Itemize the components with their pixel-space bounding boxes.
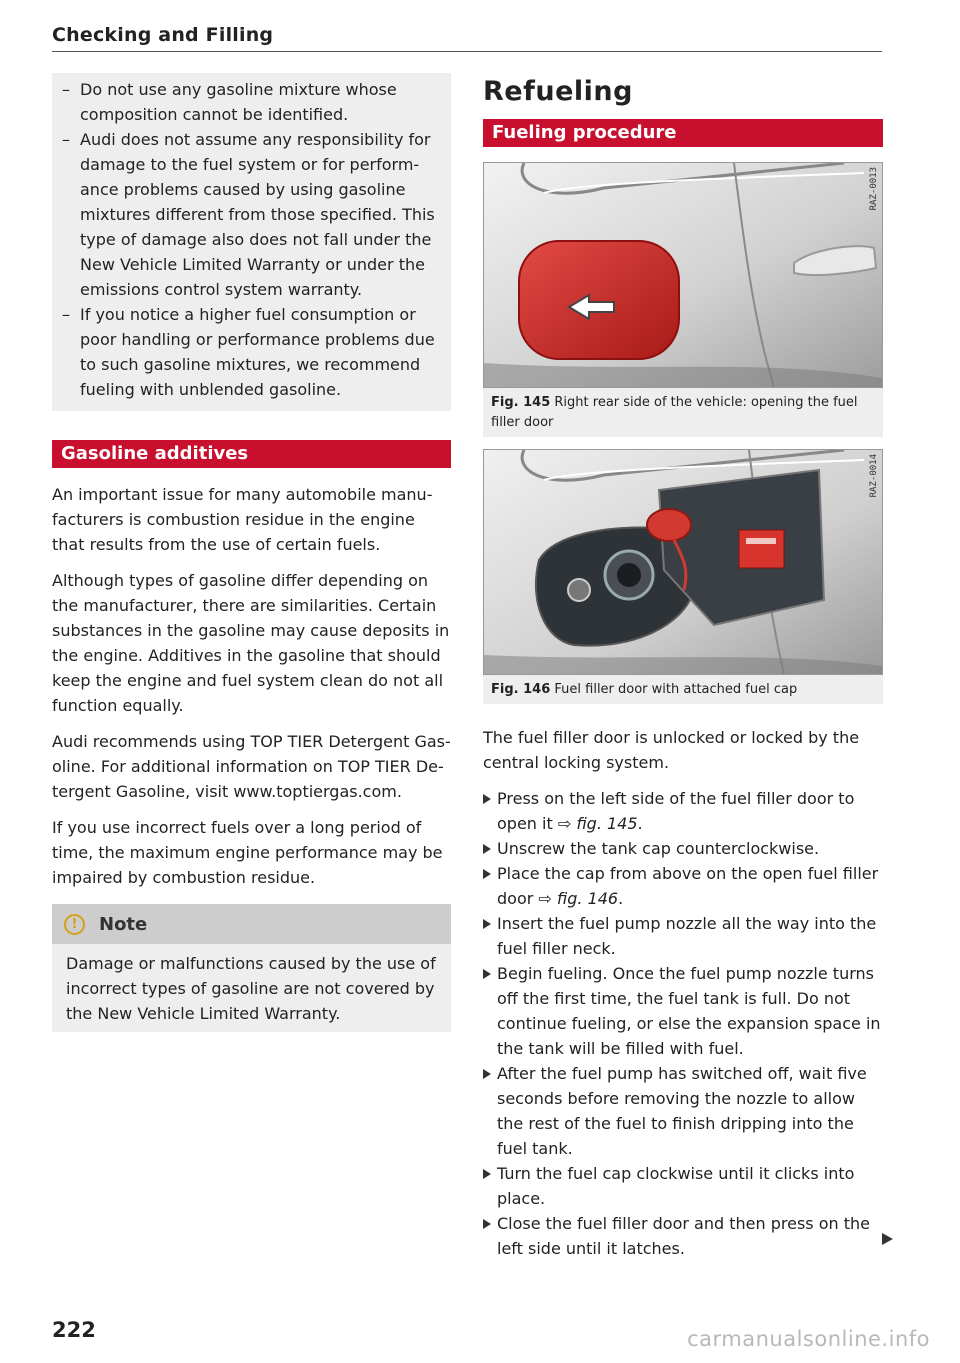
figure-reference: ⇨ fig. 146 <box>538 889 619 908</box>
left-column <box>52 73 451 1032</box>
step-text: Begin fueling. Once the fuel pump nozzle turns off the first time, the fuel tank is full. Do not continue fueling, or else the expansion space in the tank will be filled with fuel. <box>497 964 881 1058</box>
step-arrow-icon <box>483 794 491 804</box>
exclamation-icon: ! <box>64 914 85 935</box>
intro-paragraph: The fuel filler door is unlocked or locked by the central locking system. <box>483 728 860 772</box>
step-arrow-icon <box>483 1169 491 1179</box>
gasoline-mixture-warning-box <box>52 73 451 411</box>
paragraph: Although types of gasoline differ depending on the manufacturer, there are similarities. Certain substances in the gasoline may cause deposits in the engine. Additives in the gasoline that should keep the engine and fuel system clean do not all function equally. <box>52 571 450 715</box>
paragraph: Audi recommends using TOP TIER Detergent Gas- oline. For additional information on TOP TIER De- tergent Gasoline, visit www.toptiergas.com. <box>52 732 451 801</box>
step-text: After the fuel pump has switched off, wait five seconds before removing the nozzle to allow the rest of the fuel to finish dripping into the fuel tank. <box>497 1064 867 1158</box>
list-item-text: Audi does not assume any responsibility for damage to the fuel system or for perform- ance problems caused by using gasoline mixtures different from those specified. This type of damage also does not fall under the New Vehicle Limited Warranty or under the emissions control system warranty. <box>80 130 435 299</box>
figure-code: RAZ-0014 <box>869 454 879 498</box>
dash-bullet: – <box>62 130 70 149</box>
step-arrow-icon <box>483 1219 491 1229</box>
fuel-door-open-illustration <box>484 450 882 674</box>
list-item <box>62 302 437 402</box>
figure-code: RAZ-0013 <box>869 167 879 211</box>
page-heading-refueling: Refueling <box>483 76 633 107</box>
watermark-text: carmanualsonline.info <box>687 1327 930 1351</box>
figure-label: Fig. 145 <box>491 395 551 410</box>
step-arrow-icon <box>483 969 491 979</box>
step-arrow-icon <box>483 844 491 854</box>
list-item-text: Do not use any gasoline mixture whose composition cannot be identified. <box>80 80 397 124</box>
refueling-steps-list <box>483 786 883 1261</box>
fuel-door-closed-illustration <box>484 163 882 387</box>
step-arrow-icon <box>483 1069 491 1079</box>
step-item <box>483 1061 883 1161</box>
note-body: Damage or malfunctions caused by the use of incorrect types of gasoline are not covered by the New Vehicle Limited Warranty. <box>52 944 451 1032</box>
step-item <box>483 911 883 961</box>
step-tail: . <box>637 814 643 833</box>
header-divider <box>52 51 882 52</box>
figure-reference: ⇨ fig. 145 <box>557 814 638 833</box>
continue-arrow-icon <box>882 1233 893 1245</box>
step-text: Unscrew the tank cap counterclockwise. <box>497 839 820 858</box>
section-heading-fueling-procedure: Fueling procedure <box>483 119 883 147</box>
right-column <box>483 73 883 1261</box>
figure-145-caption <box>483 388 883 437</box>
paragraph: If you use incorrect fuels over a long period of time, the maximum engine performance may be impaired by combustion residue. <box>52 818 443 887</box>
note-box <box>52 904 451 1032</box>
step-tail: . <box>618 889 624 908</box>
step-text: Close the fuel filler door and then press on the left side until it latches. <box>497 1214 870 1258</box>
figure-146-caption <box>483 675 883 704</box>
dash-bullet: – <box>62 305 70 324</box>
step-item <box>483 1211 883 1261</box>
step-arrow-icon <box>483 919 491 929</box>
step-text: Turn the fuel cap clockwise until it clicks into place. <box>497 1164 855 1208</box>
step-arrow-icon <box>483 869 491 879</box>
step-text: Place the cap from above on the open fuel filler door <box>497 864 879 908</box>
figure-145-image <box>483 162 883 388</box>
dash-bullet: – <box>62 80 70 99</box>
section-heading-gasoline-additives: Gasoline additives <box>52 440 451 468</box>
figure-146-image <box>483 449 883 675</box>
step-item <box>483 786 883 836</box>
figure-caption-text: Right rear side of the vehicle: opening the fuel filler door <box>491 395 858 430</box>
page-number: 222 <box>52 1318 96 1342</box>
list-item <box>62 77 437 127</box>
step-text: Press on the left side of the fuel filler door to open it <box>497 789 855 833</box>
step-item <box>483 836 883 861</box>
note-header <box>52 904 451 944</box>
list-item-text: If you notice a higher fuel consumption or poor handling or performance problems due to such gasoline mixtures, we recommend fueling with unblended gasoline. <box>80 305 435 399</box>
figure-caption-text: Fuel filler door with attached fuel cap <box>554 682 798 697</box>
figure-label: Fig. 146 <box>491 682 551 697</box>
note-title: Note <box>99 913 148 935</box>
list-item <box>62 127 437 302</box>
step-text: Insert the fuel pump nozzle all the way into the fuel filler neck. <box>497 914 877 958</box>
paragraph: An important issue for many automobile manu- facturers is combustion residue in the engine that results from the use of certain fuels. <box>52 485 433 554</box>
step-item <box>483 1161 883 1211</box>
step-item <box>483 961 883 1061</box>
step-item <box>483 861 883 911</box>
page-header-title: Checking and Filling <box>52 24 274 46</box>
